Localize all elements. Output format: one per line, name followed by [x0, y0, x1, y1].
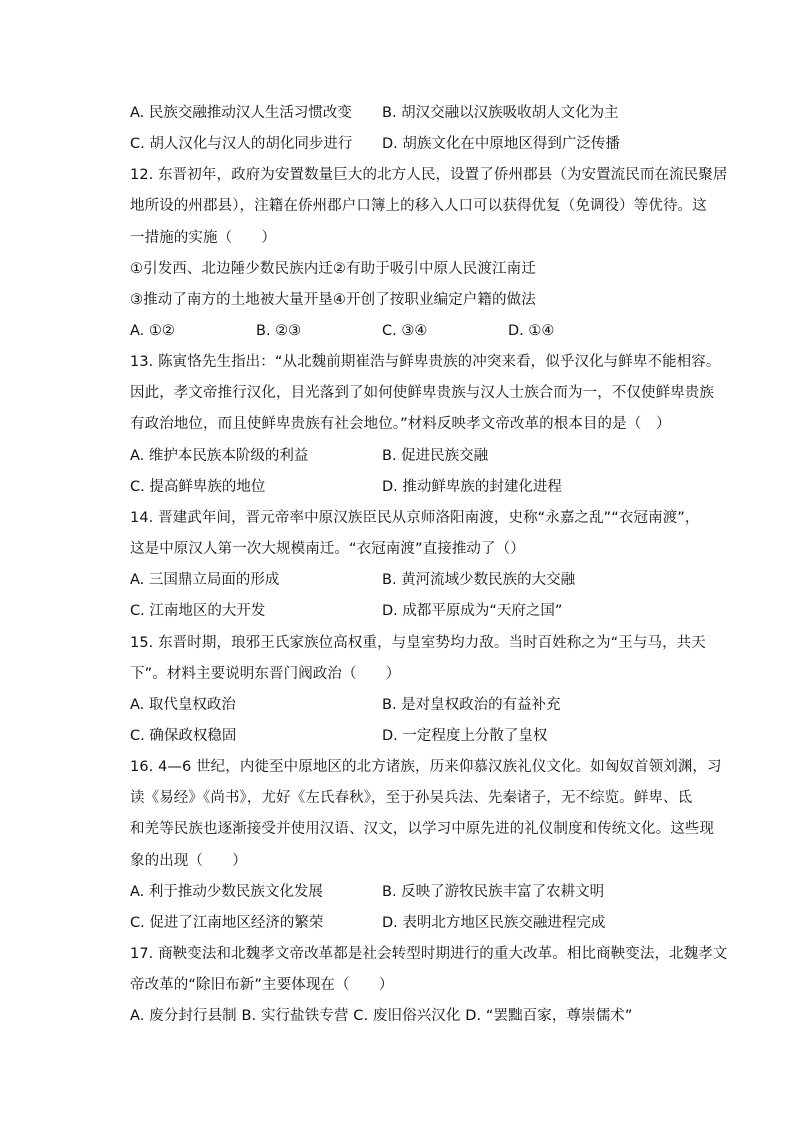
q16-stem-line-3: 和羌等民族也逐渐接受并使用汉语、汉文，以学习中原先进的礼仪制度和传统文化。这些现	[130, 821, 714, 837]
q14-stem-line-1: 14. 晋建武年间，晋元帝率中原汉族臣民从京师洛阳南渡，史称“永嘉之乱”“衣冠南渡”，	[130, 510, 700, 526]
q16-option-d: D. 表明北方地区民族交融进程完成	[382, 915, 606, 931]
q11-option-d: D. 胡族文化在中原地区得到广泛传播	[382, 136, 620, 152]
q14-stem-line-2: 这是中原汉人第一次大规模南迁。“衣冠南渡”直接推动了（）	[130, 541, 525, 557]
q15-option-d: D. 一定程度上分散了皇权	[382, 728, 548, 744]
q14-option-a: A. 三国鼎立局面的形成	[130, 572, 280, 588]
q13-option-d: D. 推动鲜卑族的封建化进程	[382, 479, 562, 495]
q15-option-c: C. 确保政权稳固	[130, 728, 237, 744]
q16-option-a: A. 利于推动少数民族文化发展	[130, 884, 323, 900]
q13-option-b: B. 促进民族交融	[382, 448, 489, 464]
q11-option-a: A. 民族交融推动汉人生活习惯改变	[130, 105, 352, 121]
q12-option-b: B. ②③	[256, 323, 302, 339]
q11-option-c: C. 胡人汉化与汉人的胡化同步进行	[130, 136, 353, 152]
q16-option-c: C. 促进了江南地区经济的繁荣	[130, 915, 324, 931]
q16-option-b: B. 反映了游牧民族丰富了农耕文明	[382, 884, 605, 900]
q16-stem-line-4: 象的出现（ ）	[130, 853, 247, 869]
q13-stem-line-3: 有政治地位，而且使鲜卑贵族有社会地位。”材料反映孝文帝改革的根本目的是（ ）	[130, 416, 671, 432]
q12-option-a: A. ①②	[130, 323, 175, 339]
q14-option-d: D. 成都平原成为“天府之国”	[382, 603, 563, 619]
q13-stem-line-2: 因此，孝文帝推行汉化，目光落到了如何使鲜卑贵族与汉人士族合而为一，不仅使鲜卑贵族	[130, 385, 714, 401]
q12-stem-line-2: 地所设的州郡县），注籍在侨州郡户口簿上的移入人口可以获得优复（免调役）等优待。这	[130, 198, 707, 214]
q15-option-b: B. 是对皇权政治的有益补充	[382, 697, 561, 713]
q15-option-a: A. 取代皇权政治	[130, 697, 236, 713]
q15-stem-line-1: 15. 东晋时期，琅邪王氏家族位高权重，与皇室势均力敌。当时百姓称之为“王与马，共天	[130, 635, 706, 651]
q12-stem-line-1: 12. 东晋初年，政府为安置数量巨大的北方人民，设置了侨州郡县（为安置流民而在流民聚居	[130, 167, 728, 183]
q17-options: A. 废分封行县制 B. 实行盐铁专营 C. 废旧俗兴汉化 D. “罢黜百家，尊崇儒术”	[130, 1008, 633, 1024]
q17-stem-line-2: 帝改革的“除旧布新”主要体现在（ ）	[130, 977, 394, 993]
q11-option-b: B. 胡汉交融以汉族吸收胡人文化为主	[382, 105, 619, 121]
q16-stem-line-1: 16. 4—6 世纪，内徙至中原地区的北方诸族，历来仰慕汉族礼仪文化。如匈奴首领刘渊，习	[130, 759, 722, 775]
q13-option-c: C. 提高鲜卑族的地位	[130, 479, 266, 495]
q14-option-c: C. 江南地区的大开发	[130, 603, 266, 619]
q12-option-d: D. ①④	[508, 323, 555, 339]
q12-option-c: C. ③④	[382, 323, 428, 339]
q13-option-a: A. 维护本民族本阶级的利益	[130, 448, 309, 464]
q16-stem-line-2: 读《易经》《尚书》，尤好《左氏春秋》，至于孙吴兵法、先秦诸子，无不综览。鲜卑、氐	[130, 790, 693, 806]
q13-stem-line-1: 13. 陈寅恪先生指出：“从北魏前期崔浩与鲜卑贵族的冲突来看，似乎汉化与鲜卑不能相容。	[130, 354, 721, 370]
q12-item-2: ③推动了南方的土地被大量开垦④开创了按职业编定户籍的做法	[130, 292, 536, 308]
q15-stem-line-2: 下”。材料主要说明东晋门阀政治（ ）	[130, 666, 401, 682]
q12-stem-line-3: 一措施的实施（ ）	[130, 230, 276, 246]
q12-item-1: ①引发西、北边陲少数民族内迁②有助于吸引中原人民渡江南迁	[130, 261, 536, 277]
q17-stem-line-1: 17. 商鞅变法和北魏孝文帝改革都是社会转型时期进行的重大改革。相比商鞅变法，北魏孝文	[130, 946, 728, 962]
q14-option-b: B. 黄河流域少数民族的大交融	[382, 572, 576, 588]
